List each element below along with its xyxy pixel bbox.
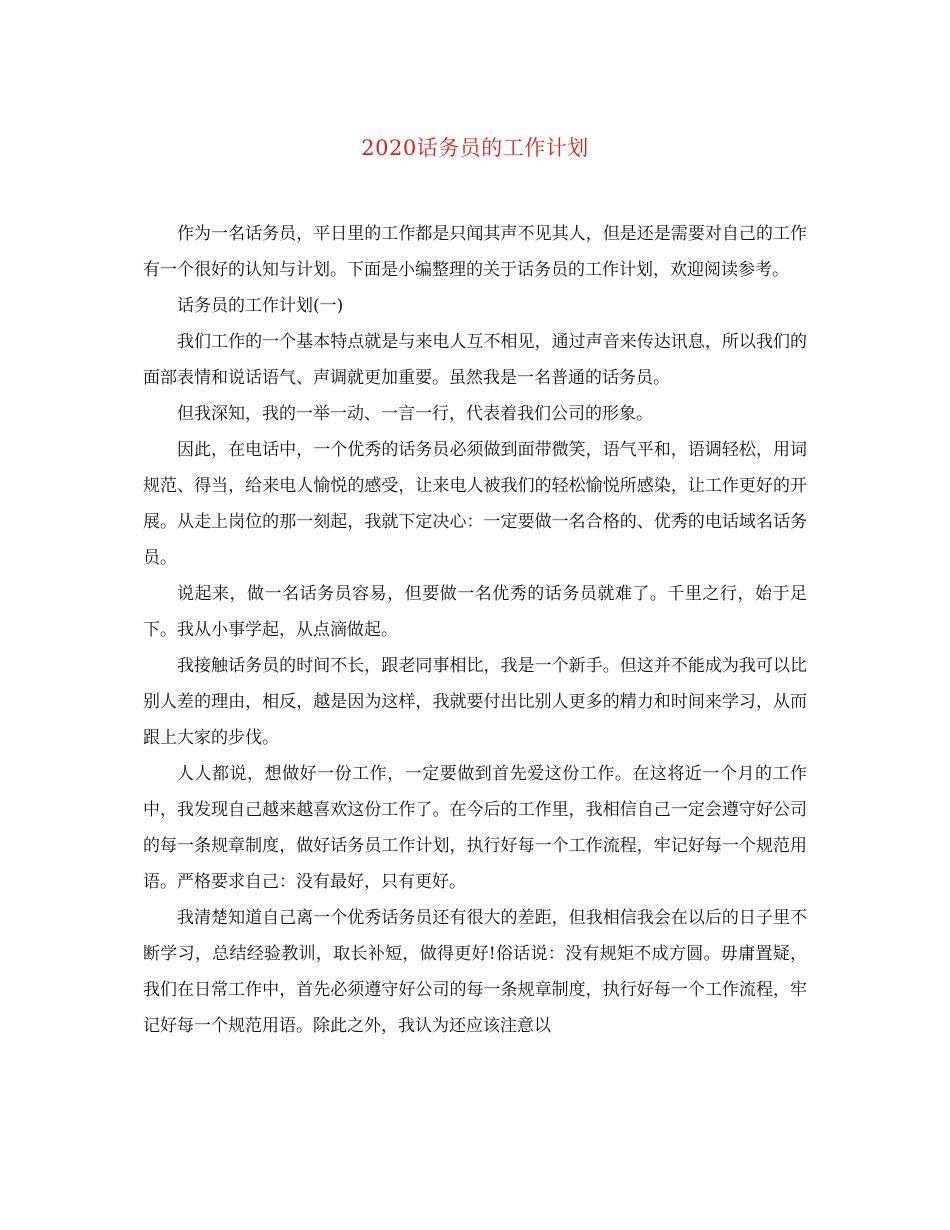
body-paragraph: 我们工作的一个基本特点就是与来电人互不相见，通过声音来传达讯息，所以我们的面部表情和说话语气、声调就更加重要。虽然我是一名普通的话务员。 xyxy=(143,332,807,388)
intro-paragraph: 作为一名话务员，平日里的工作都是只闻其声不见其人，但是还是需要对自己的工作有一个很好的认知与计划。下面是小编整理的关于话务员的工作计划，欢迎阅读参考。 xyxy=(143,224,807,280)
document-body xyxy=(143,216,807,1044)
body-paragraph: 人人都说，想做好一份工作，一定要做到首先爱这份工作。在这将近一个月的工作中，我发现自己越来越喜欢这份工作了。在今后的工作里，我相信自己一定会遵守好公司的每一条规章制度，做好话务员工作计划，执行好每一个工作流程，牢记好每一个规范用语。严格要求自己：没有最好，只有更好。 xyxy=(143,764,807,892)
body-paragraph: 我接触话务员的时间不长，跟老同事相比，我是一个新手。但这并不能成为我可以比别人差的理由，相反，越是因为这样，我就要付出比别人更多的精力和时间来学习，从而跟上大家的步伐。 xyxy=(143,656,807,748)
body-paragraph: 因此，在电话中，一个优秀的话务员必须做到面带微笑，语气平和，语调轻松，用词规范、得当，给来电人愉悦的感受，让来电人被我们的轻松愉悦所感染，让工作更好的开展。从走上岗位的那一刻起，我就下定决心：一定要做一名合格的、优秀的电话域名话务员。 xyxy=(143,440,807,568)
body-paragraph: 说起来，做一名话务员容易，但要做一名优秀的话务员就难了。千里之行，始于足下。我从小事学起，从点滴做起。 xyxy=(143,584,807,640)
body-paragraph: 但我深知，我的一举一动、一言一行，代表着我们公司的形象。 xyxy=(177,404,653,424)
section-heading: 话务员的工作计划(一) xyxy=(177,296,344,316)
body-paragraph: 我清楚知道自己离一个优秀话务员还有很大的差距，但我相信我会在以后的日子里不断学习，总结经验教训，取长补短，做得更好!俗话说：没有规矩不成方圆。毋庸置疑，我们在日常工作中，首先必须遵守好公司的每一条规章制度，执行好每一个工作流程，牢记好每一个规范用语。除此之外，我认为还应该注意以 xyxy=(143,908,807,1036)
document-title: 2020话务员的工作计划 xyxy=(361,136,589,160)
